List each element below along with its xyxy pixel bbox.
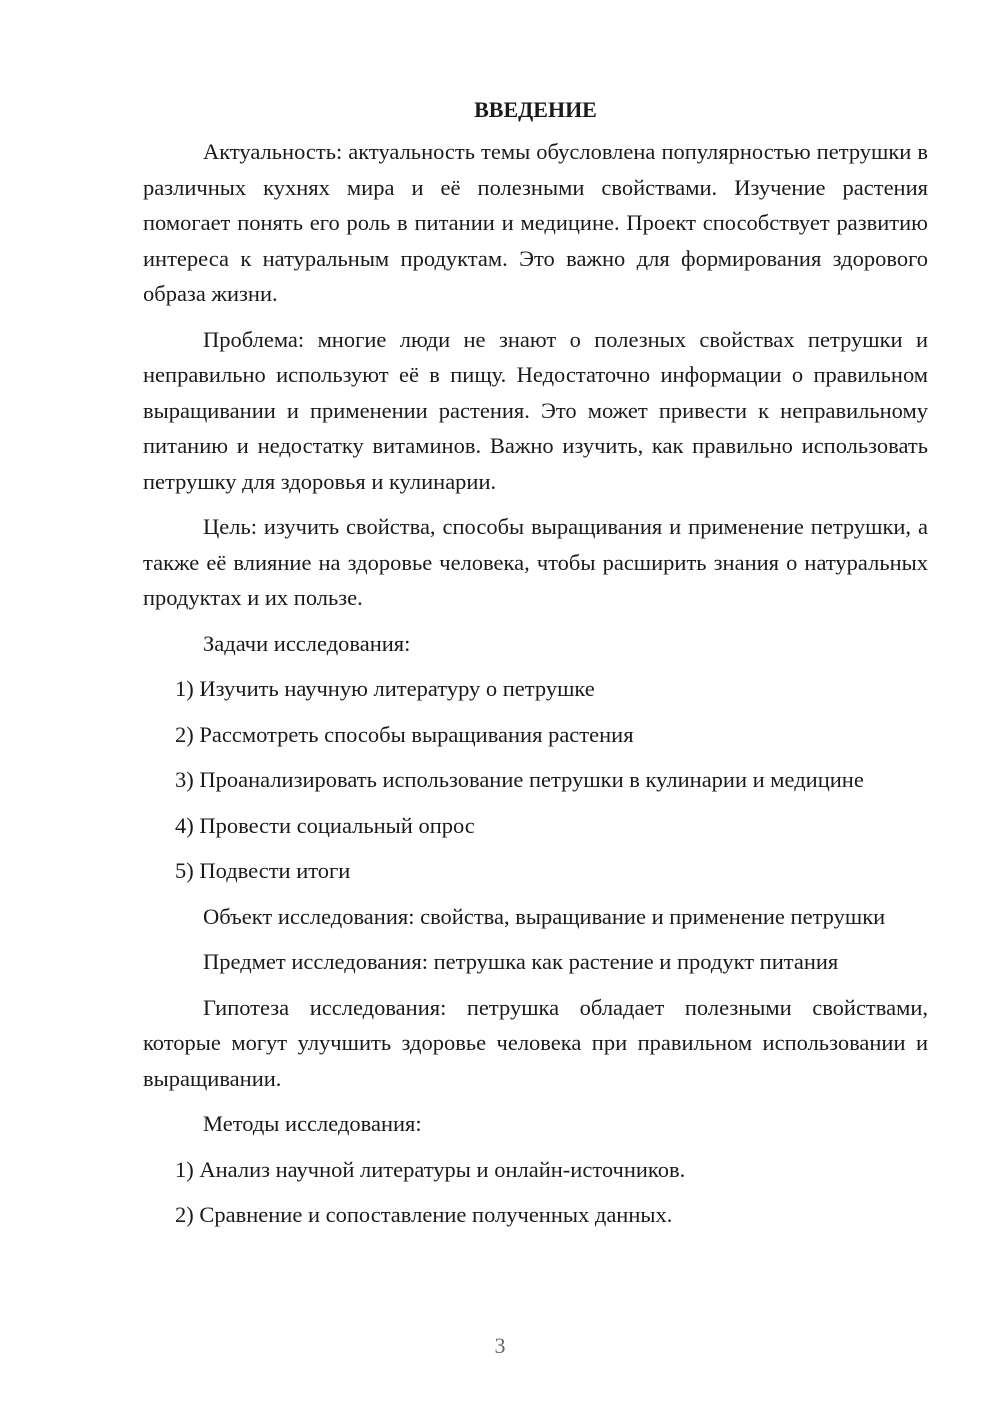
list-item: 4) Провести социальный опрос [175, 812, 475, 838]
problem-paragraph: Проблема: многие люди не знают о полезных свойствах петрушки и неправильно используют её в пищу. Недостаточно информации о правильном выращивании и применении растения. Это может привести к неправильному питанию и недостатку витаминов. Важно изучить, как правильно использовать петрушку для здоровья и кулинарии. [143, 326, 928, 494]
goal-paragraph: Цель: изучить свойства, способы выращивания и применение петрушки, а также её влияние на здоровье человека, чтобы расширить знания о натуральных продуктах и их пользе. [143, 514, 928, 610]
list-item: 3) Проанализировать использование петрушки в кулинарии и медицине [175, 767, 864, 792]
subject-paragraph: Предмет исследования: петрушка как растение и продукт питания [203, 949, 839, 974]
tasks-list [143, 671, 928, 889]
list-item: 5) Подвести итоги [175, 858, 351, 883]
list-item: 2) Сравнение и сопоставление полученных данных. [175, 1202, 673, 1227]
page-title: ВВЕДЕНИЕ [474, 97, 597, 122]
list-item: 2) Рассмотреть способы выращивания растения [175, 721, 634, 747]
actuality-paragraph: Актуальность: актуальность темы обусловлена популярностью петрушки в различных кухнях мира и её полезными свойствами. Изучение растения помогает понять его роль в питании и медицине. Проект способствует развитию интереса к натуральным продуктам. Это важно для формирования здорового образа жизни. [143, 139, 928, 306]
list-item: 1) Анализ научной литературы и онлайн-источников. [175, 1156, 686, 1182]
object-paragraph: Объект исследования: свойства, выращивание и применение петрушки [203, 903, 886, 929]
methods-list [143, 1152, 928, 1233]
methods-heading: Методы исследования: [203, 1111, 422, 1136]
page-number: 3 [494, 1333, 506, 1358]
hypothesis-paragraph: Гипотеза исследования: петрушка обладает полезными свойствами, которые могут улучшить здоровье человека при правильном использовании и выращивании. [143, 994, 928, 1091]
tasks-heading: Задачи исследования: [203, 630, 411, 656]
document-page [143, 92, 928, 1243]
list-item: 1) Изучить научную литературу о петрушке [175, 676, 595, 701]
